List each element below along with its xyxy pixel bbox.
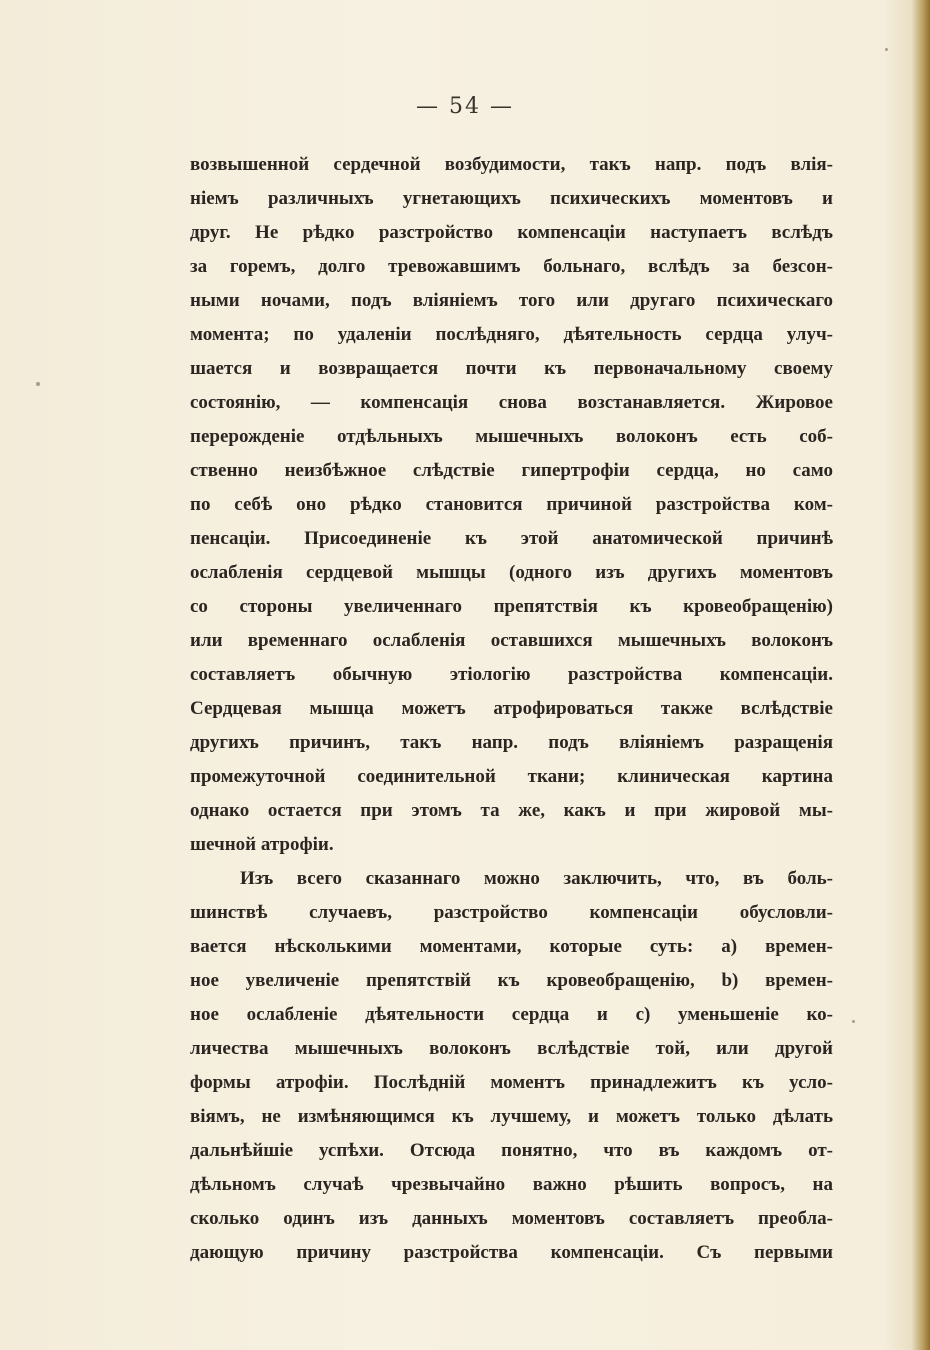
body-text <box>190 148 833 1270</box>
text-line: промежуточной соединительной ткани; клиническая картина <box>190 766 833 787</box>
text-line: вается нѣсколькими моментами, которые суть: a) времен- <box>190 936 833 957</box>
page-number: — 54 — <box>416 94 514 119</box>
text-line: перерожденіе отдѣльныхъ мышечныхъ волоконъ есть соб- <box>190 426 833 447</box>
text-line: или временнаго ослабленія оставшихся мышечныхъ волоконъ <box>190 630 833 651</box>
text-line: віямъ, не измѣняющимся къ лучшему, и можетъ только дѣлать <box>190 1106 833 1127</box>
text-line: сколько одинъ изъ данныхъ моментовъ составляетъ преобла- <box>190 1208 833 1229</box>
text-line: дѣльномъ случаѣ чрезвычайно важно рѣшить вопросъ, на <box>190 1174 833 1195</box>
text-line: составляетъ обычную этіологію разстройства компенсаціи. <box>190 664 833 685</box>
text-line: за горемъ, долго тревожавшимъ больнаго, вслѣдъ за безсон- <box>190 256 833 277</box>
paper-speck <box>885 48 888 51</box>
text-line: другихъ причинъ, такъ напр. подъ вліяніемъ разращенія <box>190 732 833 753</box>
text-line: ное увеличеніе препятствій къ кровеобращенію, b) времен- <box>190 970 833 991</box>
text-line: пенсаціи. Присоединеніе къ этой анатомической причинѣ <box>190 528 833 549</box>
text-line: состоянію, — компенсація снова возстанавляется. Жировое <box>190 392 833 413</box>
text-line: шечной атрофіи. <box>190 834 334 855</box>
paper-speck <box>36 382 40 386</box>
text-line: Сердцевая мышца можетъ атрофироваться также вслѣдствіе <box>190 698 833 719</box>
text-line: дающую причину разстройства компенсаціи. Съ первыми <box>190 1242 833 1263</box>
text-line: шается и возвращается почти къ первоначальному своему <box>190 358 833 379</box>
text-line: однако остается при этомъ та же, какъ и при жировой мы- <box>190 800 833 821</box>
text-line: шинствѣ случаевъ, разстройство компенсаціи обусловли- <box>190 902 833 923</box>
text-line: ное ослабленіе дѣятельности сердца и c) уменьшеніе ко- <box>190 1004 833 1025</box>
text-line: возвышенной сердечной возбудимости, такъ напр. подъ влія- <box>190 154 833 175</box>
text-line: формы атрофіи. Послѣдній моментъ принадлежитъ къ усло- <box>190 1072 833 1093</box>
text-line: дальнѣйшіе успѣхи. Отсюда понятно, что въ каждомъ от- <box>190 1140 833 1161</box>
paper-speck <box>852 1020 855 1023</box>
text-line: по себѣ оно рѣдко становится причиной разстройства ком- <box>190 494 833 515</box>
text-line: ными ночами, подъ вліяніемъ того или другаго психическаго <box>190 290 833 311</box>
text-line: момента; по удаленіи послѣдняго, дѣятельность сердца улуч- <box>190 324 833 345</box>
text-line: со стороны увеличеннаго препятствія къ кровеобращенію) <box>190 596 833 617</box>
text-line: ственно неизбѣжное слѣдствіе гипертрофіи сердца, но само <box>190 460 833 481</box>
text-line: личества мышечныхъ волоконъ вслѣдствіе той, или другой <box>190 1038 833 1059</box>
text-line: друг. Не рѣдко разстройство компенсаціи наступаетъ вслѣдъ <box>190 222 833 243</box>
text-line: ослабленія сердцевой мышцы (одного изъ другихъ моментовъ <box>190 562 833 583</box>
text-line: ніемъ различныхъ угнетающихъ психическихъ моментовъ и <box>190 188 833 209</box>
text-line: Изъ всего сказаннаго можно заключить, что, въ боль- <box>240 868 833 889</box>
